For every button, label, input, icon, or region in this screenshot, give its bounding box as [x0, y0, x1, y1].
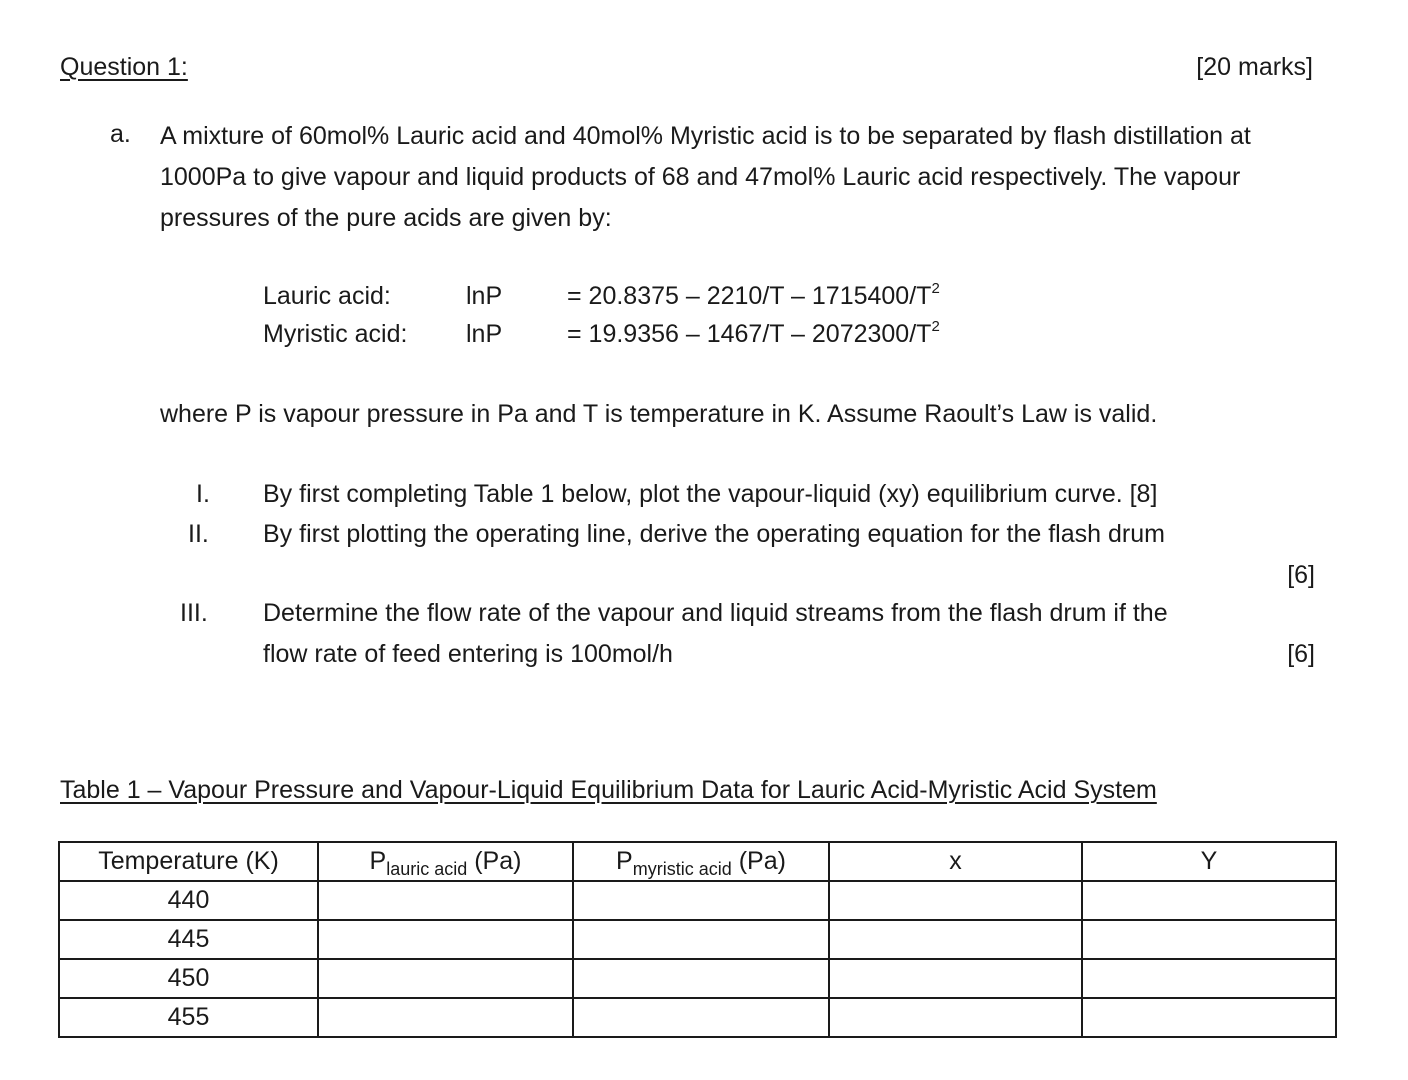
- cell-p-lauric[interactable]: [318, 959, 573, 998]
- equation-myristic-exponent: 2: [931, 318, 940, 335]
- equation-myristic-rhs: [567, 320, 940, 349]
- table-row: [59, 881, 1336, 920]
- equation-lauric-rhs-text: = 20.8375 – 2210/T – 1715400/T: [567, 282, 932, 310]
- cell-p-myristic[interactable]: [573, 998, 829, 1037]
- cell-x[interactable]: [829, 920, 1082, 959]
- header-p-lauric-subscript: lauric acid: [386, 859, 468, 879]
- header-p-myristic-subscript: myristic acid: [632, 859, 732, 879]
- table-row: [59, 998, 1336, 1037]
- header-y: Y: [1082, 842, 1336, 881]
- header-p-myristic-symbol: P: [616, 847, 633, 875]
- where-statement: where P is vapour pressure in Pa and T is temperature in K. Assume Raoult’s Law is valid.: [160, 400, 1158, 428]
- header-temperature: Temperature (K): [59, 842, 318, 881]
- cell-x[interactable]: [829, 998, 1082, 1037]
- item-ii-marks: [6]: [1287, 561, 1315, 589]
- equation-lauric-exponent: 2: [931, 280, 940, 297]
- item-i-numeral: I.: [196, 480, 210, 508]
- header-x: x: [829, 842, 1082, 881]
- table-caption: Table 1 – Vapour Pressure and Vapour-Liquid Equilibrium Data for Lauric Acid-Myristic Acid System: [60, 776, 1157, 804]
- cell-p-myristic[interactable]: [573, 881, 829, 920]
- equation-lauric-lhs: lnP: [466, 282, 503, 310]
- item-iii-text-line1: Determine the flow rate of the vapour and liquid streams from the flash drum if the: [263, 599, 1168, 627]
- cell-p-myristic[interactable]: [573, 959, 829, 998]
- equation-myristic-rhs-text: = 19.9356 – 1467/T – 2072300/T: [567, 320, 932, 348]
- item-iii-text-line2: flow rate of feed entering is 100mol/h: [263, 640, 673, 668]
- cell-y[interactable]: [1082, 920, 1336, 959]
- cell-p-myristic[interactable]: [573, 920, 829, 959]
- equation-lauric-name: Lauric acid:: [263, 282, 391, 310]
- header-p-myristic-unit: (Pa): [738, 847, 786, 875]
- item-iii-marks: [6]: [1287, 640, 1315, 668]
- cell-y[interactable]: [1082, 998, 1336, 1037]
- equation-myristic-name: Myristic acid:: [263, 320, 408, 348]
- item-ii-numeral: II.: [188, 520, 209, 548]
- question-title: Question 1:: [60, 53, 188, 81]
- cell-p-lauric[interactable]: [318, 920, 573, 959]
- table-row: [59, 959, 1336, 998]
- vle-data-table: [58, 841, 1337, 1038]
- item-i-text: By first completing Table 1 below, plot the vapour-liquid (xy) equilibrium curve. [8]: [263, 480, 1158, 508]
- header-p-myristic: [573, 842, 829, 881]
- header-p-lauric: [318, 842, 573, 881]
- cell-temperature: 455: [59, 998, 318, 1037]
- cell-temperature: 445: [59, 920, 318, 959]
- header-p-lauric-unit: (Pa): [474, 847, 522, 875]
- cell-p-lauric[interactable]: [318, 881, 573, 920]
- item-iii-numeral: III.: [180, 599, 208, 627]
- part-letter: a.: [110, 120, 131, 148]
- equation-lauric-rhs: [567, 282, 940, 311]
- cell-temperature: 450: [59, 959, 318, 998]
- item-ii-text: By first plotting the operating line, derive the operating equation for the flash drum: [263, 520, 1165, 548]
- table-header-row: [59, 842, 1336, 881]
- cell-y[interactable]: [1082, 881, 1336, 920]
- cell-y[interactable]: [1082, 959, 1336, 998]
- question-marks: [20 marks]: [1196, 53, 1313, 81]
- cell-x[interactable]: [829, 881, 1082, 920]
- table-row: [59, 920, 1336, 959]
- equation-myristic-lhs: lnP: [466, 320, 503, 348]
- cell-x[interactable]: [829, 959, 1082, 998]
- header-p-lauric-symbol: P: [369, 847, 387, 875]
- cell-p-lauric[interactable]: [318, 998, 573, 1037]
- part-a-intro: A mixture of 60mol% Lauric acid and 40mol% Myristic acid is to be separated by flash distillation at 1000Pa to give vapour and liquid products of 68 and 47mol% Lauric acid respectively. The vapour pressures of the pure acids are given by:: [160, 122, 1251, 232]
- cell-temperature: 440: [59, 881, 318, 920]
